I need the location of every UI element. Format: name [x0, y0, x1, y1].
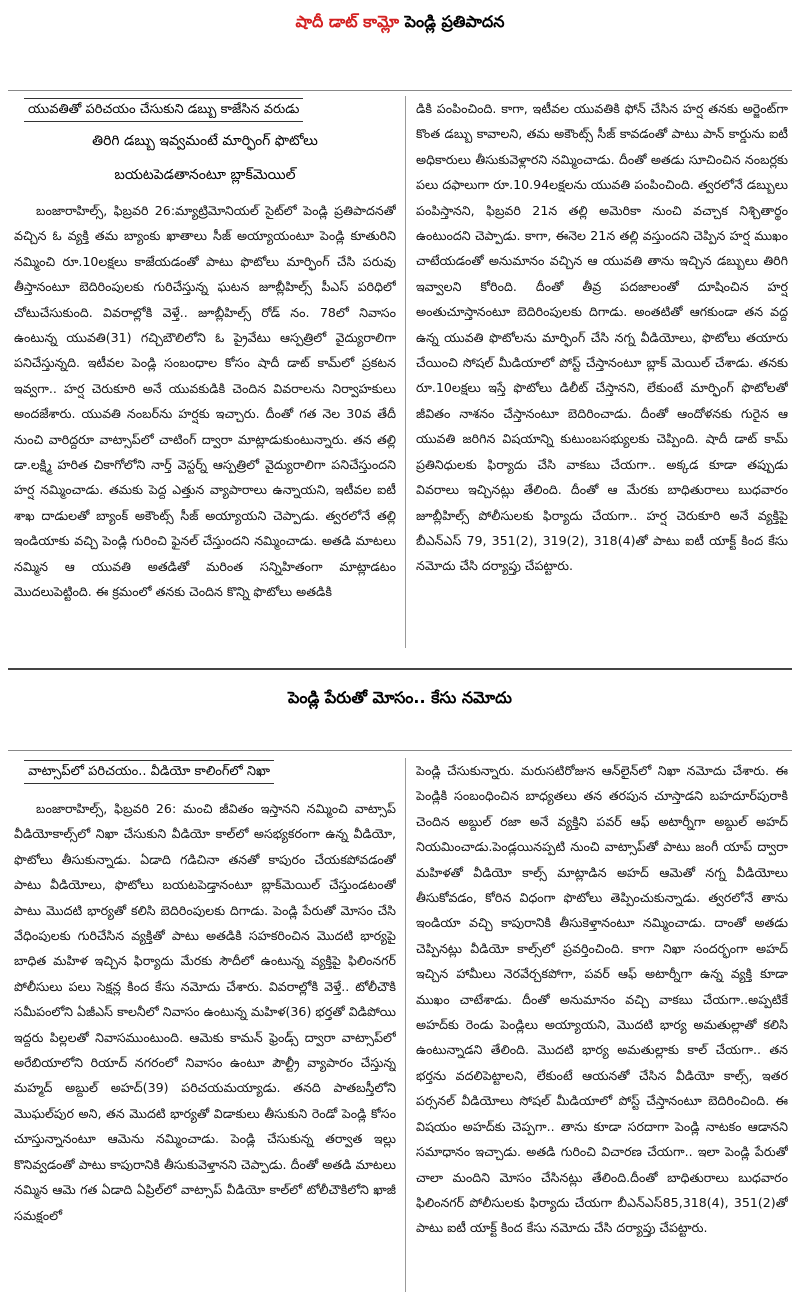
- story1-column-rule: [405, 96, 406, 648]
- story1-subhead-2: బయటపెడతానంటూ బ్లాక్‌మెయిల్: [114, 167, 296, 183]
- story1-headline: [0, 14, 800, 30]
- story1-top-divider: [8, 90, 792, 91]
- story2-right-text: పెండ్లి చేసుకున్నారు. మరుసటిరోజున ఆన్‌లైన్‌లో నిఖా నమోదు చేశారు. ఈ పెండ్లికి సంబంధించిన బాధ్యతలు తన తరపున చూస్తాడని బహదూర్‌పురాకి చెందిన అబ్దుల్ రజా అనే వ్యక్తిని పవర్ ఆఫ్ అటార్నీగా అబ్దుల్ అహద్ నియమించాడు.పెండ్లయినప్పటి నుంచి వాట్సాప్‌తో పాటు జంగీ యాప్ ద్వారా మహిళతో వీడియో కాల్స్ మాట్లాడిన అహద్ ఆమెతో నగ్న వీడియోలు తీసుకోవడం, కోరిన విధంగా ఫొటోలు తెప్పించుకున్నాడు. త్వరలోనే తాను ఇండియా వచ్చి కాపురానికి తీసుకెళ్తానంటూ నమ్మించాడు. దాంతో అతడు చెప్పినట్లు వీడియో కాల్స్‌లో ప్రవర్తించింది. కాగా నిఖా సందర్భంగా అహద్ ఇచ్చిన హామీలు నెరవేర్చకపోగా, పవర్ ఆఫ్ అటార్నీగా ఉన్న వ్యక్తి కూడా ముఖం చాటేశాడు. దీంతో అనుమానం వచ్చి వాకబు చేయగా..అప్పటికే అహద్‌కు రెండు పెండ్లిలు అయ్యాయని, మొదటి భార్య అమతుల్లాతో కలిసి ఉంటున్నాడని తేలింది. మొదటి భార్య అమతుల్లాకు కాల్ చేయగా.. తన భర్తను వదలిపెట్టాలని, లేకుంటే ఆయనతో చేసిన వీడియో కాల్స్, ఇతర పర్సనల్ వీడియోలు సోషల్ మీడియాలో పోస్ట్ చేస్తానంటూ బెదిరించింది. ఈ విషయం అహద్‌కు చెప్పగా.. తాను కూడా సరదాగా పెండ్లి నాటకం ఆడానని సమాధానం ఇచ్చాడు. అతడి గురించి విచారణ చేయగా.. ఇలా పెండ్లి పేరుతో చాలా మందిని మోసం చేసినట్లు తేలింది.దీంతో బాధితురాలు బుధవారం ఫిలింనగర్ పోలీసులకు ఫిర్యాదు చేయగా బీఎన్ఎస్85,318(4), 351(2)తో పాటు ఐటీ యాక్ట్ కింద కేసు నమోదు చేసి దర్యాప్తు చేపట్టారు.: [416, 763, 788, 1236]
- story1-right-column: [416, 96, 788, 648]
- story1-headline-highlight: షాదీ డాట్ కామ్: [295, 12, 400, 31]
- story2-column-rule: [405, 758, 406, 1292]
- story2-left-text: బంజారాహిల్స్, ఫిబ్రవరి 26: మంచి జీవితం ఇస్తానని నమ్మించి వాట్సాప్ వీడియోకాల్స్‌లో నిఖా చేసుకుని వీడియో కాల్‌లో అసభ్యకరంగా ఉన్న వీడియో, ఫొటోలు తీసుకున్నాడు. ఏడాది గడిచినా తనతో కాపురం చేయకపోవడంతో పాటు వీడియోలు, ఫొటోలు బయటపెడ్తానంటూ బ్లాక్‌మెయిల్ చేస్తుండటంతో పాటు మొదటి భార్యతో కలిసి బెదిరింపులకు దిగాడు. పెండ్లి పేరుతో మోసం చేసి వేధింపులకు గురిచేసిన వ్యక్తితో పాటు అతడికి సహకరించిన మొదటి భార్యపై బాధిత మహిళ ఇచ్చిన ఫిర్యాదు మేరకు సౌదీలో ఉంటున్న వ్యక్తిపై ఫిలింనగర్ పోలీసులు పలు సెక్షన్ల కింద కేసు నమోదు చేశారు. వివరాల్లోకి వెళ్తే.. టోలీచౌకి సమీపంలోని ఏజీఎస్ కాలనీలో నివాసం ఉంటున్న మహిళ(36) భర్తతో విడిపోయి ఇద్దరు పిల్లలతో నివాసముంటుంది. ఆమెకు కామన్ ఫ్రెండ్స్ ద్వారా వాట్సాప్‌లో అరేబియాలోని రియాద్ నగరంలో నివాసం ఉంటూ పౌల్ట్రీ వ్యాపారం చేస్తున్న మహ్మద్ అబ్దుల్ అహద్(39) పరిచయమయ్యాడు. తనది పాతబస్తీలోని మొఘల్‌పుర అని, తన మొదటి భార్యతో విడాకులు తీసుకుని రెండో పెండ్లి కోసం చూస్తున్నానంటూ ఆమెను నమ్మించాడు. పెండ్లి చేసుకున్న తర్వాత ఇల్లు కొనివ్వడంతో పాటు కాపురానికి తీసుకువెళ్తానని చెప్పాడు. దీంతో అతడి మాటలు నమ్మిన ఆమె గత ఏడాది ఏప్రిల్‌లో వాట్సాప్ వీడియో కాల్‌లో టోలీచౌకిలోని ఖాజీ సమక్షంలో: [14, 801, 396, 1223]
- story2-headline: పెండ్లి పేరుతో మోసం.. కేసు నమోదు: [288, 688, 512, 707]
- story1-headline-rest: లో పెండ్లి ప్రతిపాదన: [399, 12, 505, 31]
- story1-left-column: [14, 198, 396, 646]
- story2-top-divider: [8, 750, 792, 751]
- story2-kicker: వాట్సాప్‌లో పరిచయం.. వీడియో కాలింగ్‌లో నిఖా: [24, 760, 274, 784]
- story1-subhead-1: తిరిగి డబ్బు ఇవ్వమంటే మార్ఫింగ్ ఫొటోలు: [92, 133, 318, 149]
- story2-right-column: [416, 758, 788, 1292]
- story-separator: [8, 668, 792, 670]
- story1-left-text: బంజారాహిల్స్, ఫిబ్రవరి 26:మ్యాట్రిమోనియల్ సైట్‌లో పెండ్లి ప్రతిపాదనతో వచ్చిన ఓ వ్యక్తి తమ బ్యాంకు ఖాతాలు సీజ్ అయ్యాయంటూ పెండ్లి కూతురిని నమ్మించి రూ.10లక్షలు కాజేయడంతో పాటు ఫొటోలు మార్ఫింగ్ చేసి పరువు తీస్తానంటూ బెదిరింపులకు గురిచేస్తున్న ఘటన జూబ్లీహిల్స్ పీఎస్ పరిధిలో చోటుచేసుకుంది. వివరాల్లోకి వెళ్తే.. జూబ్లీహిల్స్ రోడ్ నం. 78లో నివాసం ఉంటున్న యువతి(31) గచ్చిబౌలిలోని ఓ ప్రైవేటు ఆస్పత్రిలో వైద్యురాలిగా పనిచేస్తున్నది. ఇటీవల పెండ్లి సంబంధాల కోసం షాదీ డాట్ కామ్‌లో ప్రకటన ఇవ్వగా.. హర్ష చెరుకూరి అనే యువకుడికి చెందిన వివరాలను నిర్వాహకులు అందజేశారు. యువతి నంబర్‌ను హర్షకు ఇచ్చారు. దీంతో గత నెల 30వ తేదీ నుంచి వారిద్దరూ వాట్సాప్‌లో చాటింగ్ ద్వారా మాట్లాడుకుంటున్నారు. తన తల్లి డా.లక్ష్మి హరిత చికాగోలోని నార్త్ వెస్టర్న్ ఆస్పత్రిలో వైద్యురాలిగా పనిచేస్తుందని హర్ష నమ్మించాడు. తమకు పెద్ద ఎత్తున వ్యాపారాలు ఉన్నాయని, ఇటీవల ఐటీ శాఖ దాడులతో బ్యాంక్ అకౌంట్స్ సీజ్ అయ్యాయని చెప్పాడు. త్వరలోనే తల్లి ఇండియాకు వచ్చి పెండ్లి గురించి ఫైనల్ చేస్తుందని నమ్మించాడు. అతడి మాటలు నమ్మిన ఆ యువతి అతడితో మరింత సన్నిహితంగా మాట్లాడటం మొదలుపెట్టింది. ఈ క్రమంలో తనకు చెందిన కొన్ని ఫొటోలు అతడికి: [14, 203, 396, 600]
- story1-right-text: డికి పంపించింది. కాగా, ఇటీవల యువతికి ఫోన్ చేసిన హర్ష తనకు అర్జెంట్‌గా కొంత డబ్బు కావాలని, తమ అకౌంట్స్ సీజ్ కావడంతో పాటు పాన్ కార్డును ఐటీ అధికారులు తీసుకువెళ్లారని నమ్మించాడు. దీంతో అతడు సూచించిన నంబర్లకు పలు దఫాలుగా రూ.10.94లక్షలను యువతి పంపించింది. త్వరలోనే డబ్బులు పంపిస్తానని, ఫిబ్రవరి 21న తల్లి అమెరికా నుంచి వచ్చాక నిశ్చితార్థం ఉంటుందని చెప్పాడు. కాగా, ఈనెల 21న తల్లి వస్తుందని చెప్పిన హర్ష ముఖం చాటేయడంతో అనుమానం వచ్చిన ఆ యువతి తాను ఇచ్చిన డబ్బులు తిరిగి ఇవ్వాలని కోరింది. దీంతో తీవ్ర పదజాలంతో దూషించిన హర్ష అంతుచూస్తానంటూ బెదిరింపులకు దిగాడు. అంతటితో ఆగకుండా తన వద్ద ఉన్న యువతి ఫొటోలను మార్ఫింగ్ చేసి నగ్న వీడియోలు, ఫొటోలు తయారు చేయించి సోషల్ మీడియాలో పోస్ట్ చేస్తానంటూ బ్లాక్ మెయిల్ చేశాడు. తనకు రూ.10లక్షలు ఇస్తే ఫొటోలు డిలీట్ చేస్తానని, లేకుంటే మార్ఫింగ్ ఫొటోలతో జీవితం నాశనం చేస్తానంటూ బెదిరించాడు. దీంతో ఆందోళనకు గురైన ఆ యువతి జరిగిన విషయాన్ని కుటుంబసభ్యులకు చెప్పింది. షాదీ డాట్ కామ్ ప్రతినిధులకు ఫిర్యాదు చేసి వాకబు చేయగా.. అక్కడ కూడా తప్పుడు వివరాలు ఇచ్చినట్లు తేలింది. దీంతో ఆ మేరకు బాధితురాలు బుధవారం జూబ్లీహిల్స్ పోలీసులకు ఫిర్యాదు చేయగా.. హర్ష చెరుకూరి అనే వ్యక్తిపై బీఎన్ఎస్ 79, 351(2), 319(2), 318(4)తో పాటు ఐటీ యాక్ట్ కింద కేసు నమోదు చేసి దర్యాప్తు చేపట్టారు.: [416, 101, 788, 574]
- story2-left-column: [14, 796, 396, 1292]
- story1-kicker: యువతితో పరిచయం చేసుకుని డబ్బు కాజేసిన వరుడు: [24, 98, 303, 122]
